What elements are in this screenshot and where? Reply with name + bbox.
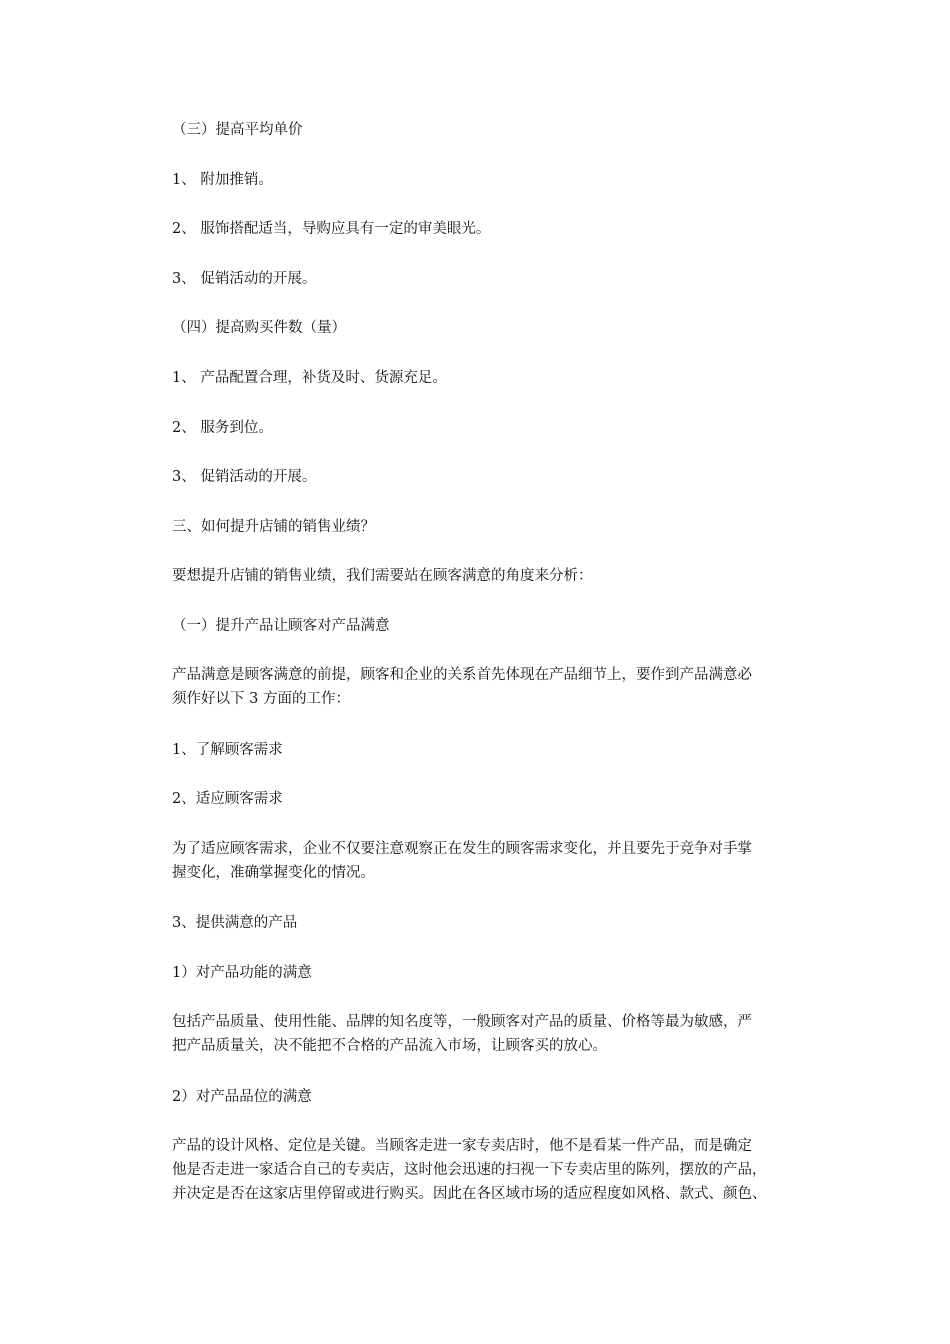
sub-item: 1）对产品功能的满意 bbox=[172, 965, 312, 981]
list-item: 1、了解顾客需求 bbox=[172, 742, 283, 758]
paragraph-line: 并决定是否在这家店里停留或进行购买。因此在各区域市场的适应程度如风格、款式、颜色、 bbox=[172, 1186, 767, 1202]
list-item: 2、适应顾客需求 bbox=[172, 791, 283, 807]
list-item: 3、 促销活动的开展。 bbox=[172, 271, 317, 287]
list-item: 1、 附加推销。 bbox=[172, 172, 273, 188]
section-heading-product-satisfaction: （一）提升产品让顾客对产品满意 bbox=[172, 618, 390, 634]
paragraph-line: 产品满意是顾客满意的前提，顾客和企业的关系首先体现在产品细节上，要作到产品满意必 bbox=[172, 667, 752, 683]
paragraph bbox=[172, 1134, 812, 1206]
list-item: 3、提供满意的产品 bbox=[172, 915, 298, 931]
paragraph-line: 把产品质量关，决不能把不合格的产品流入市场，让顾客买的放心。 bbox=[172, 1038, 607, 1054]
paragraph-line: 产品的设计风格、定位是关键。当顾客走进一家专卖店时，他不是看某一件产品，而是确定 bbox=[172, 1138, 752, 1154]
paragraph-line: 须作好以下 3 方面的工作： bbox=[172, 691, 350, 707]
paragraph: 要想提升店铺的销售业绩，我们需要站在顾客满意的角度来分析： bbox=[172, 568, 593, 584]
paragraph bbox=[172, 663, 812, 711]
list-item: 2、 服饰搭配适当，导购应具有一定的审美眼光。 bbox=[172, 221, 491, 237]
paragraph-line: 握变化，准确掌握变化的情况。 bbox=[172, 865, 375, 881]
section-heading-improve-sales: 三、如何提升店铺的销售业绩？ bbox=[172, 519, 375, 535]
paragraph-line: 他是否走进一家适合自己的专卖店，这时他会迅速的扫视一下专卖店里的陈列，摆放的产品， bbox=[172, 1162, 767, 1178]
paragraph bbox=[172, 837, 812, 885]
section-heading-raise-average-price: （三）提高平均单价 bbox=[172, 122, 303, 138]
list-item: 1、 产品配置合理，补货及时、货源充足。 bbox=[172, 370, 447, 386]
paragraph-line: 包括产品质量、使用性能、品牌的知名度等，一般顾客对产品的质量、价格等最为敏感，严 bbox=[172, 1014, 752, 1030]
sub-item: 2）对产品品位的满意 bbox=[172, 1089, 312, 1105]
paragraph-line: 为了适应顾客需求，企业不仅要注意观察正在发生的顾客需求变化，并且要先于竞争对手掌 bbox=[172, 841, 752, 857]
list-item: 3、 促销活动的开展。 bbox=[172, 469, 317, 485]
paragraph bbox=[172, 1010, 812, 1058]
list-item: 2、 服务到位。 bbox=[172, 420, 273, 436]
section-heading-raise-purchase-quantity: （四）提高购买件数（量） bbox=[172, 320, 346, 336]
